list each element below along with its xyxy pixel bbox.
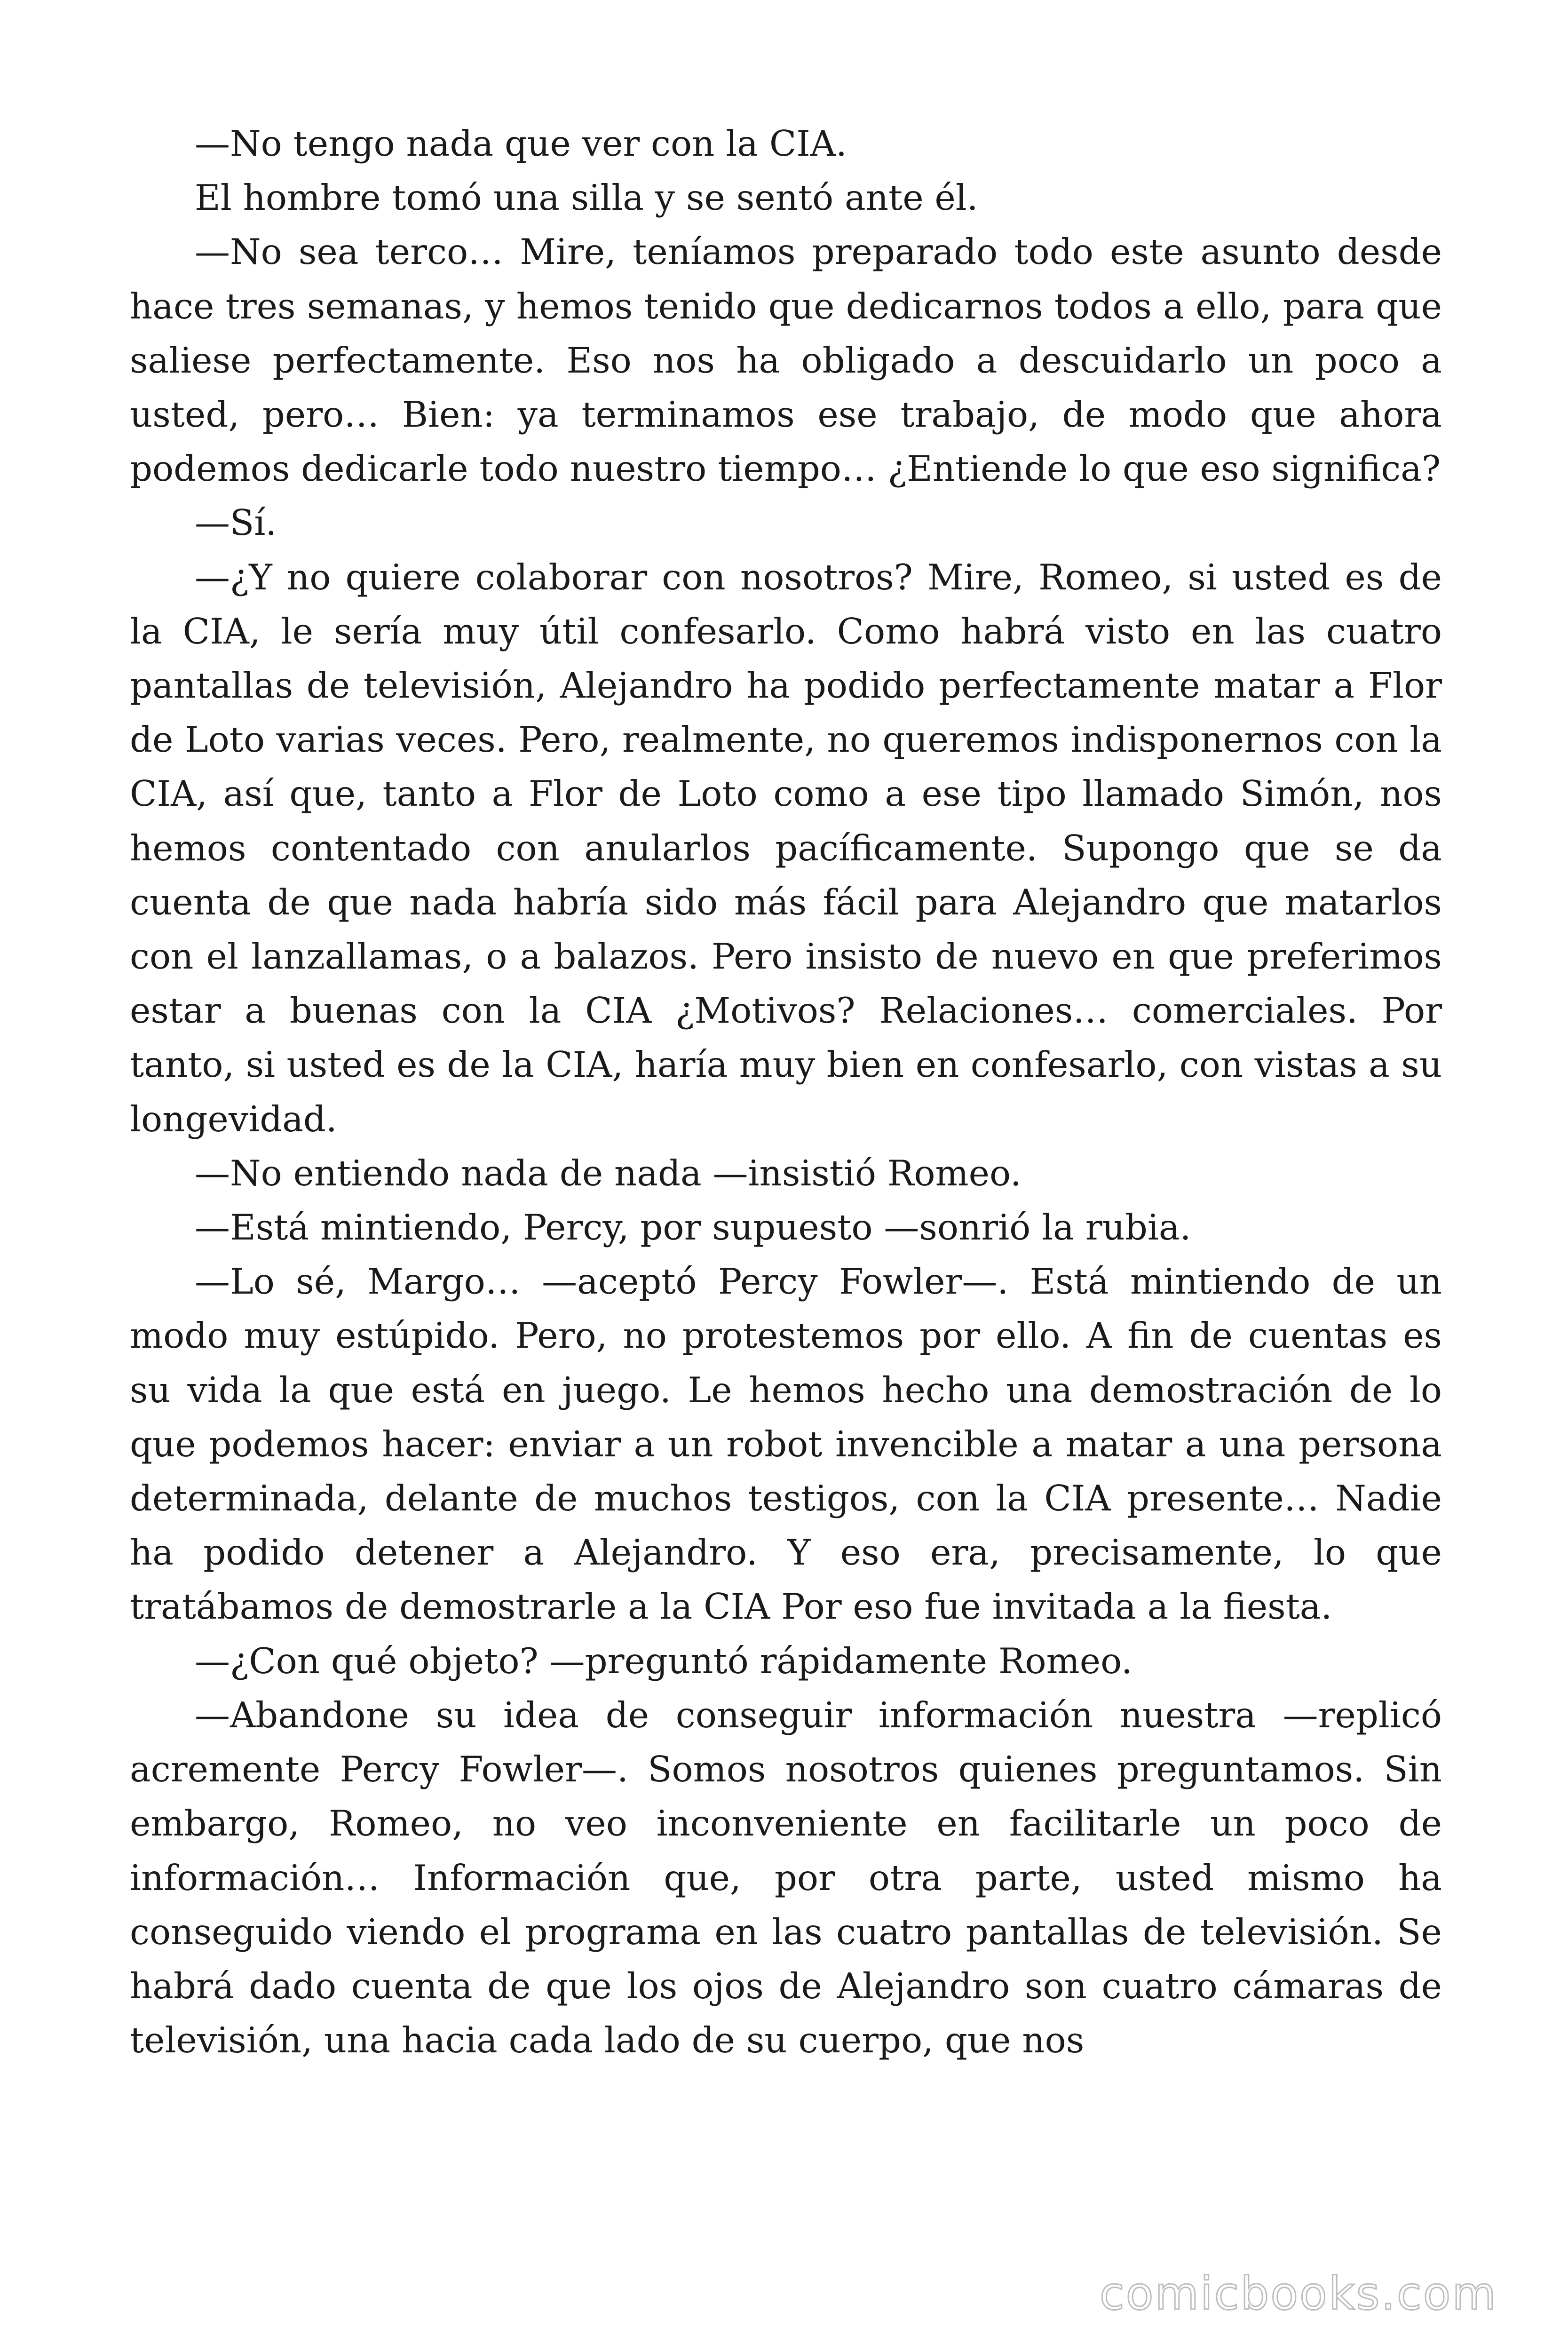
paragraph-4: —Sí. (195, 502, 277, 544)
paragraph-1: —No tengo nada que ver con la CIA. (195, 123, 847, 164)
paragraph-6: —No entiendo nada de nada —insistió Romeo. (195, 1152, 1022, 1194)
paragraph-5: —¿Y no quiere colaborar con nosotros? Mire, Romeo, si usted es de la CIA, le sería muy útil confesarlo. Como habrá visto en las cuatro pantallas de televisión, Alejandro ha podido perfectamente matar a Flor de Loto varias veces. Pero, realmente, no queremos indisponernos con la CIA, así que, tanto a Flor de Loto como a ese tipo llamado Simón, nos hemos contentado con anularlos pacíficamente. Supongo que se da cuenta de que nada habría sido más fácil para Alejandro que matarlos con el lanzallamas, o a balazos. Pero insisto de nuevo en que preferimos estar a buenas con la CIA ¿Motivos? Relaciones… comerciales. Por tanto, si usted es de la CIA, haría muy bien en confesarlo, con vistas a su longevidad. (130, 556, 1442, 1140)
paragraph-2: El hombre tomó una silla y se sentó ante él. (195, 177, 978, 219)
paragraph-9: —¿Con qué objeto? —preguntó rápidamente Romeo. (195, 1640, 1132, 1682)
book-page (130, 117, 1442, 2243)
paragraph-10: —Abandone su idea de conseguir información nuestra —replicó acremente Percy Fowler—. Somos nosotros quienes preguntamos. Sin embargo, Romeo, no veo inconveniente en facilitarle un poco de información… Información que, por otra parte, usted mismo ha conseguido viendo el programa en las cuatro pantallas de televisión. Se habrá dado cuenta de que los ojos de Alejandro son cuatro cámaras de televisión, una hacia cada lado de su cuerpo, que nos (130, 1694, 1442, 2061)
paragraph-8: —Lo sé, Margo… —aceptó Percy Fowler—. Está mintiendo de un modo muy estúpido. Pero, no protestemos por ello. A fin de cuentas es su vida la que está en juego. Le hemos hecho una demostración de lo que podemos hacer: enviar a un robot invencible a matar a una persona determinada, delante de muchos testigos, con la CIA presente… Nadie ha podido detener a Alejandro. Y eso era, precisamente, lo que tratábamos de demostrarle a la CIA Por eso fue invitada a la fiesta. (130, 1261, 1442, 1628)
paragraph-7: —Está mintiendo, Percy, por supuesto —sonrió la rubia. (195, 1207, 1191, 1248)
paragraph-3: —No sea terco… Mire, teníamos preparado todo este asunto desde hace tres semanas, y hemos tenido que dedicarnos todos a ello, para que saliese perfectamente. Eso nos ha obligado a descuidarlo un poco a usted, pero… Bien: ya terminamos ese trabajo, de modo que ahora podemos dedicarle todo nuestro tiempo… ¿Entiende lo que eso significa? (130, 231, 1442, 490)
watermark-text: comicbooks.com (1099, 2267, 1497, 2320)
